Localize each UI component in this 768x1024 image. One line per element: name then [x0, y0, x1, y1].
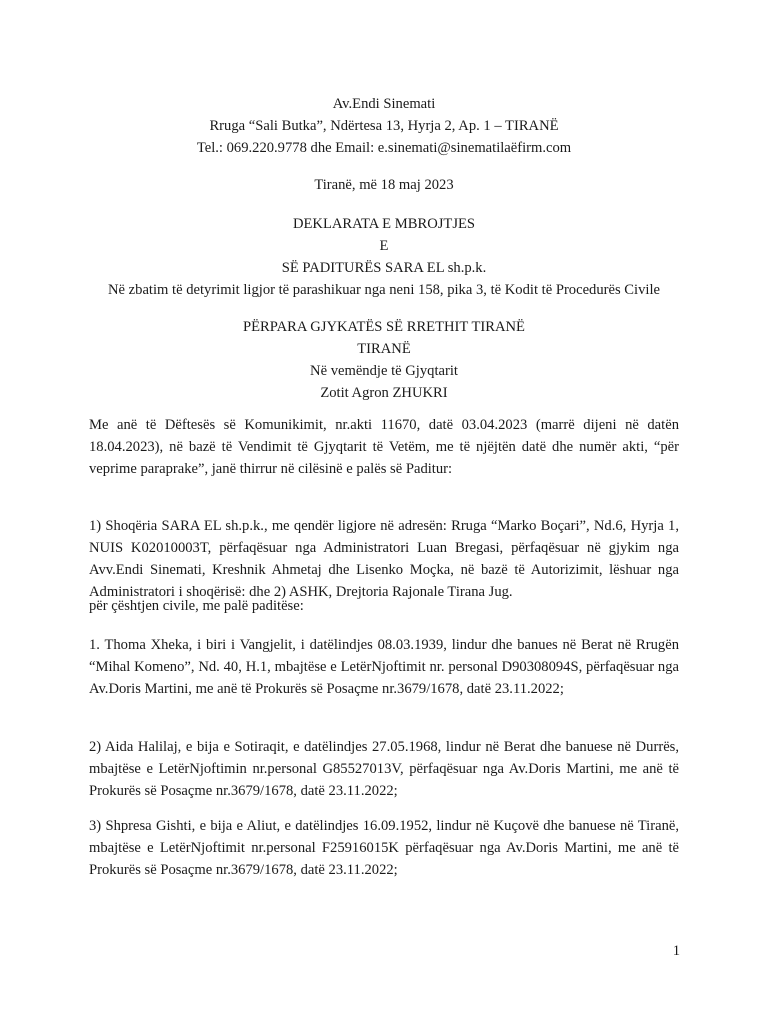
court-line-4: Zotit Agron ZHUKRI	[320, 385, 448, 401]
paragraph-plaintiffs-heading: për çështjen civile, me palë paditëse:	[89, 598, 304, 614]
court-line-1: PËRPARA GJYKATËS SË RRETHIT TIRANË	[243, 319, 525, 335]
paragraph-plaintiff-1: 1. Thoma Xheka, i biri i Vangjelit, i datëlindjes 08.03.1939, lindur dhe banues në Berat në Rrugën “Mihal Komeno”, Nd. 40, H.1, mbajtëse e LetërNjoftimit nr. personal D90308094S, përfaqësuar nga Av.Doris Martini, me anë të Prokurës së Posaçme nr.3679/1678, datë 23.11.2022;	[89, 637, 679, 697]
court-line-3: Në vemëndje të Gjyqtarit	[310, 363, 458, 379]
title-line-3: SË PADITURËS SARA EL sh.p.k.	[281, 260, 487, 276]
lawyer-address: Rruga “Sali Butka”, Ndërtesa 13, Hyrja 2, Ap. 1 – TIRANË	[209, 118, 559, 134]
paragraph-defendants: 1) Shoqëria SARA EL sh.p.k., me qendër ligjore në adresën: Rruga “Marko Boçari”, Nd.6, Hyrja 1, NUIS K02010003T, përfaqësuar nga Administratori Luan Bregasi, përfaqësuar në gjykim nga Avv.Endi Sinemati, Kreshnik Ahmetaj dhe Lisenko Moçka, në bazë të Autorizimit, lëshuar nga Administratori i shoqërisë: dhe 2) ASHK, Drejtoria Rajonale Tirana Jug.	[89, 518, 679, 600]
paragraph-intro: Me anë të Dëftesës së Komunikimit, nr.akti 11670, datë 03.04.2023 (marrë dijeni në datën 18.04.2023), në bazë të Vendimit të Gjyqtarit të Vetëm, me të njëjtën datë dhe numër akti, “për veprime paraprake”, janë thirrur në cilësinë e palës së Paditur:	[89, 417, 679, 477]
document-title	[60, 213, 708, 301]
title-line-2: E	[379, 238, 389, 254]
document-date: Tiranë, më 18 maj 2023	[314, 177, 454, 193]
title-line-1: DEKLARATA E MBROJTJES	[292, 216, 476, 232]
court-line-2: TIRANË	[357, 341, 411, 357]
title-line-4: Në zbatim të detyrimit ligjor të parashikuar nga neni 158, pika 3, të Kodit të Procedurës Civile	[108, 282, 660, 298]
court-addressee	[60, 316, 708, 404]
letterhead	[60, 93, 708, 159]
paragraph-plaintiff-3: 3) Shpresa Gishti, e bija e Aliut, e datëlindjes 16.09.1952, lindur në Kuçovë dhe banuese në Tiranë, mbajtëse e LetërNjoftimit nr.personal F25916015K përfaqësuar nga Av.Doris Martini, me anë të Prokurës së Posaçme nr.3679/1678, datë 23.11.2022;	[89, 818, 679, 878]
lawyer-contact: Tel.: 069.220.9778 dhe Email: e.sinemati@sinematilaëfirm.com	[196, 140, 572, 156]
date-line	[60, 174, 708, 196]
paragraph-plaintiff-2: 2) Aida Halilaj, e bija e Sotiraqit, e datëlindjes 27.05.1968, lindur në Berat dhe banuese në Durrës, mbajtëse e LetërNjoftimin nr.personal G85527013V, përfaqësuar nga Av.Doris Martini, me anë të Prokurës së Posaçme nr.3679/1678, datë 23.11.2022;	[89, 739, 679, 799]
page-number: 1	[672, 943, 680, 959]
lawyer-name: Av.Endi Sinemati	[332, 96, 436, 112]
